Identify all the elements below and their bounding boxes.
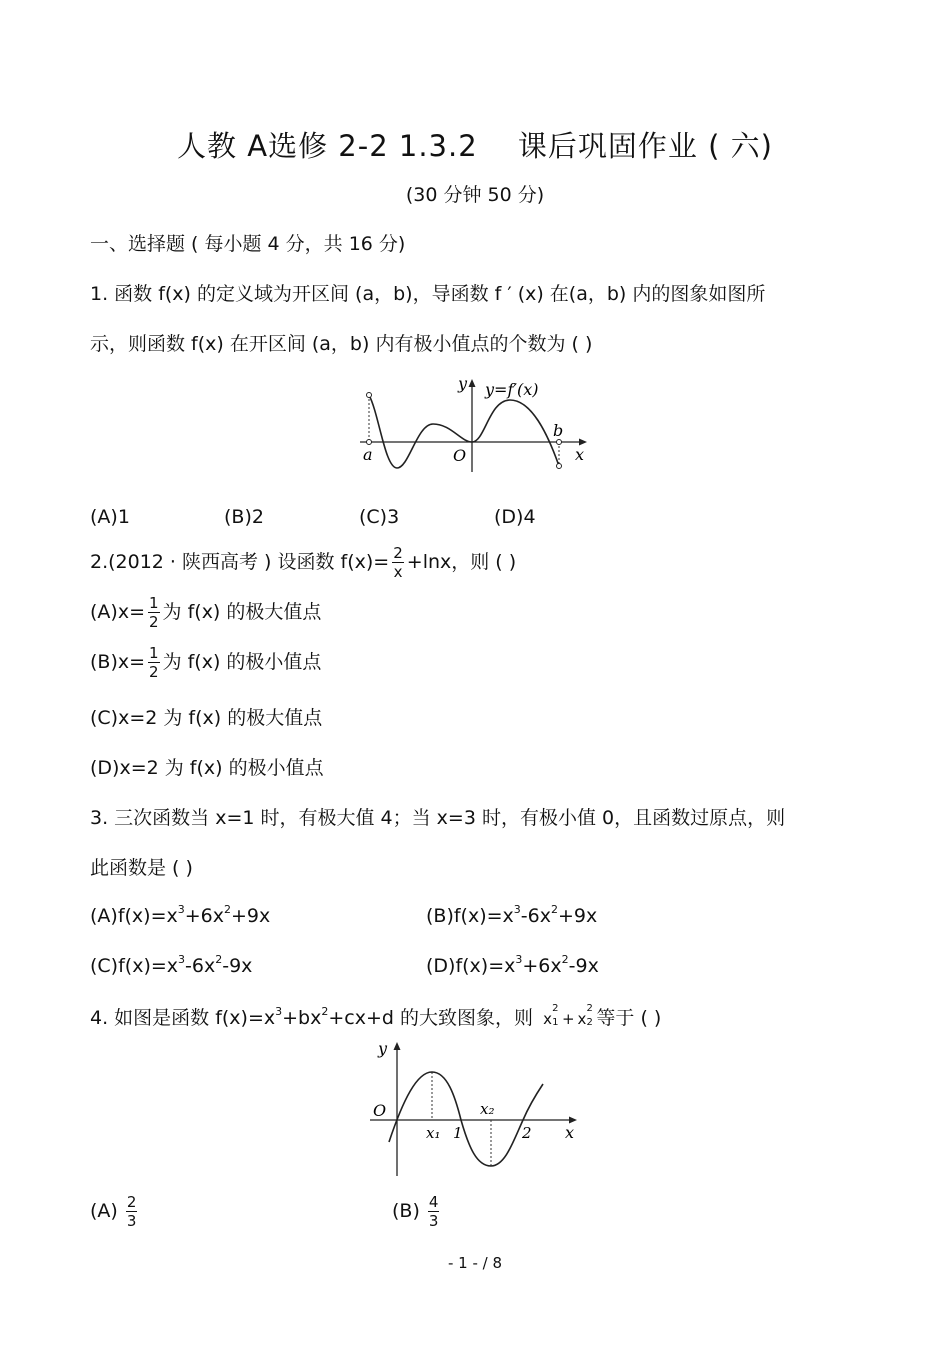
q2-option-b	[90, 644, 321, 681]
q1-option-d: (D)4	[494, 506, 536, 528]
q3-line1: 3. 三次函数当 x=1 时，有极大值 4；当 x=3 时，有极小值 0，且函数过原点，则	[90, 807, 786, 829]
q1-y-axis-arrow-icon	[469, 379, 476, 387]
q1-figure-derivative-graph	[355, 372, 595, 477]
q3-opta-exp-2: 2	[224, 903, 232, 916]
q4-label-two: 2	[522, 1124, 532, 1142]
q4-figure-cubic-graph	[365, 1038, 585, 1180]
q3-option-a	[90, 903, 270, 927]
q3-optd-exp-1: 3	[515, 953, 523, 966]
q2-stem	[90, 544, 516, 581]
q4-y-axis-arrow-icon	[394, 1042, 401, 1050]
q1-open-endpoint-a	[367, 393, 372, 398]
q3-optd-text-2: +6x	[522, 955, 562, 977]
q4-x2-base: x	[577, 1010, 587, 1028]
q4-stem-text-3: +cx+d 的大致图象，则	[328, 1007, 534, 1029]
q2-fraction	[392, 544, 404, 581]
q3-optb-exp-1: 3	[513, 903, 521, 916]
q4-x1-squared	[543, 1003, 559, 1028]
q1-label-x: x	[575, 445, 585, 464]
q2-opta-pre: (A)x=	[90, 601, 145, 623]
q4-stem-text-4: 等于 ( )	[596, 1007, 662, 1029]
q4-label-y: y	[378, 1039, 388, 1058]
q2-opta-post: 为 f(x) 的极大值点	[162, 601, 322, 623]
q1-open-endpoint-b	[557, 464, 562, 469]
q1-label-curve: y=f′(x)	[485, 380, 539, 399]
q4-x1-sup: 2	[552, 1003, 559, 1014]
q1-option-a: (A)1	[90, 506, 130, 528]
q3-option-b	[426, 903, 597, 927]
q3-optc-text-2: -6x	[185, 955, 216, 977]
q4-x1-sub: 1	[552, 1017, 559, 1028]
q1-label-b: b	[553, 421, 564, 440]
q4-x2-sup: 2	[586, 1003, 593, 1014]
q4-stem-text-1: 4. 如图是函数 f(x)=x	[90, 1007, 276, 1029]
q4-label-x1: x₁	[426, 1124, 441, 1142]
q4-opta-num: 2	[126, 1193, 137, 1211]
time-score: (30 分钟 50 分)	[405, 184, 545, 206]
q1-label-y: y	[458, 374, 468, 393]
q4-label-x2: x₂	[480, 1100, 495, 1118]
q4-option-a	[90, 1193, 140, 1230]
q3-optd-text-3: -9x	[568, 955, 599, 977]
q2-opta-fraction	[148, 594, 160, 631]
q3-optb-text-3: +9x	[558, 905, 598, 927]
q3-line2: 此函数是 ( )	[90, 857, 193, 879]
q4-x1-base: x	[543, 1010, 552, 1028]
q4-stem-exp-1: 3	[275, 1005, 283, 1018]
q2-option-d: (D)x=2 为 f(x) 的极小值点	[90, 757, 324, 779]
q4-label-x: x	[565, 1123, 575, 1142]
q4-label-one: 1	[453, 1124, 463, 1142]
q4-stem	[90, 1003, 661, 1030]
q4-x2-squared	[577, 1003, 593, 1028]
q3-option-c	[90, 953, 252, 977]
q2-optb-num: 1	[149, 644, 159, 662]
q1-label-a: a	[363, 445, 373, 464]
q1-label-o: O	[453, 446, 467, 465]
q4-x2-sub: 2	[586, 1017, 593, 1028]
q3-opta-text-1: (A)f(x)=x	[90, 905, 178, 927]
q3-optd-text-1: (D)f(x)=x	[426, 955, 516, 977]
q3-opta-text-2: +6x	[184, 905, 225, 927]
q2-opta-num: 1	[149, 594, 159, 612]
q3-opta-exp-1: 3	[177, 903, 185, 916]
q1-option-b: (B)2	[224, 506, 264, 528]
q3-optb-exp-2: 2	[551, 903, 558, 916]
q2-optb-post: 为 f(x) 的极小值点	[162, 651, 322, 673]
q3-opta-text-3: +9x	[231, 905, 271, 927]
q4-cubic-curve	[389, 1072, 543, 1166]
q1-line1: 1. 函数 f(x) 的定义域为开区间 (a，b)，导函数 f ′ (x) 在(a，b) 内的图象如图所	[90, 283, 766, 305]
q3-option-d	[426, 953, 599, 977]
q3-optc-exp-2: 2	[215, 953, 223, 966]
q2-option-c: (C)x=2 为 f(x) 的极大值点	[90, 707, 323, 729]
q4-opta-den: 3	[126, 1212, 137, 1230]
page-title: 人教 A选修 2-2 1.3.2 课后巩固作业 ( 六)	[177, 129, 773, 163]
q2-frac-den: x	[393, 563, 403, 581]
q2-optb-pre: (B)x=	[90, 651, 146, 673]
q4-plus: +	[561, 1010, 575, 1028]
section-heading: 一、选择题 ( 每小题 4 分，共 16 分)	[90, 233, 406, 255]
q4-optb-den: 3	[428, 1212, 439, 1230]
q4-stem-exp-2: 2	[321, 1005, 329, 1018]
q1-point-b	[557, 440, 562, 445]
q2-optb-fraction	[148, 644, 160, 681]
q3-optd-exp-2: 2	[561, 953, 569, 966]
q2-option-a	[90, 594, 321, 631]
q4-option-b	[392, 1193, 442, 1230]
q4-optb-pre: (B)	[392, 1200, 420, 1222]
q2-opta-den: 2	[149, 613, 159, 631]
q3-optc-text-1: (C)f(x)=x	[90, 955, 179, 977]
q1-point-a	[367, 440, 372, 445]
q4-opta-pre: (A)	[90, 1200, 118, 1222]
q2-frac-num: 2	[393, 544, 403, 562]
q2-optb-den: 2	[149, 663, 159, 681]
q2-stem-pre: 2.(2012 · 陕西高考 ) 设函数 f(x)=	[90, 551, 390, 573]
q4-stem-text-2: +bx	[282, 1007, 322, 1029]
q4-optb-fraction	[428, 1193, 440, 1230]
q4-optb-num: 4	[428, 1193, 439, 1211]
q2-stem-post: +lnx，则 ( )	[406, 551, 517, 573]
q4-opta-fraction	[126, 1193, 138, 1230]
q4-label-o: O	[373, 1101, 387, 1120]
q1-option-c: (C)3	[359, 506, 400, 528]
page-number: - 1 - / 8	[447, 1254, 503, 1272]
q3-optc-text-3: -9x	[222, 955, 253, 977]
q3-optc-exp-1: 3	[178, 953, 186, 966]
q3-optb-text-2: -6x	[520, 905, 551, 927]
q1-line2: 示，则函数 f(x) 在开区间 (a，b) 内有极小值点的个数为 ( )	[90, 333, 593, 355]
q3-optb-text-1: (B)f(x)=x	[426, 905, 514, 927]
